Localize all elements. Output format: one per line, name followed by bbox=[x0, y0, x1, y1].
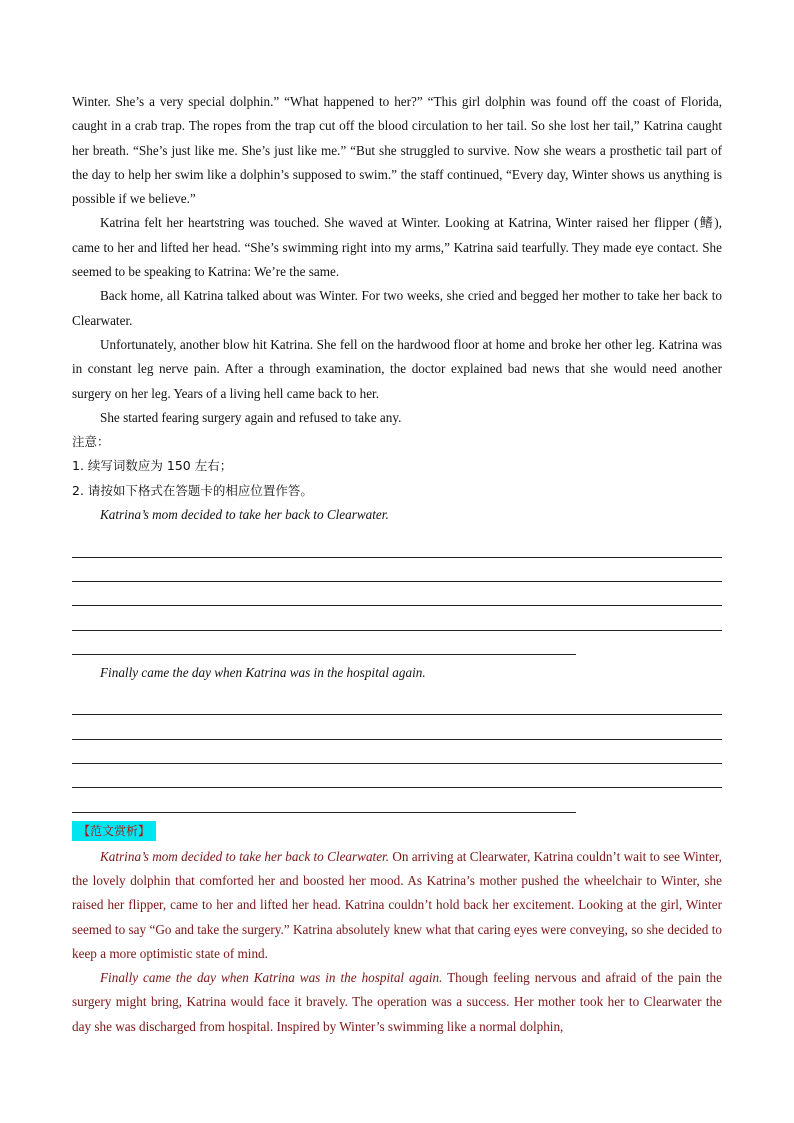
model-body-1: On arriving at Clearwater, Katrina couldn’t wait to see Winter, the lovely dolphin that comforted her and boosted her mood. As Katrina’s mother pushed the wheelchair to Winter, she raised her flipper, came to her and lifted her head. Katrina couldn’t hold back her excitement. Looking at the girl, Winter seemed to say “Go and take the surgery.” Katrina absolutely knew what that caring eyes were conveying, so she decided to keep a more optimistic state of mind. bbox=[72, 848, 722, 961]
answer-line[interactable] bbox=[72, 764, 722, 788]
answer-lines-1 bbox=[72, 533, 722, 654]
answer-line[interactable] bbox=[72, 533, 722, 557]
note-item-1: 1. 续写词数应为 150 左右； bbox=[72, 458, 233, 474]
answer-line[interactable] bbox=[72, 606, 722, 630]
answer-lines-2 bbox=[72, 691, 722, 812]
answer-line[interactable] bbox=[72, 631, 576, 655]
passage-paragraph-4: Unfortunately, another blow hit Katrina. She fell on the hardwood floor at home and broke her other leg. Katrina was in constant leg nerve pain. After a through examination, the doctor explained bad news that she would need another surgery on her leg. Years of a living hell came back to her. bbox=[72, 336, 722, 401]
notes-title: 注意： bbox=[72, 434, 110, 450]
passage-paragraph-1: Winter. She’s a very special dolphin.” “What happened to her?” “This girl dolphin was found off the coast of Florida, caught in a crab trap. The ropes from the trap cut off the blood circulation to her tail. So she lost her tail,” Katrina caught her breath. “She’s just like me. She’s just like me.” “But she struggled to survive. Now she wears a prosthetic tail part of the day to help her swim like a dolphin’s supposed to swim.” the staff continued, “Every day, Winter shows us anything is possible if we believe.” bbox=[72, 94, 722, 207]
model-paragraph-2 bbox=[72, 966, 722, 1039]
model-badge-wrap bbox=[72, 821, 722, 841]
answer-line[interactable] bbox=[72, 558, 722, 582]
passage-paragraph-2: Katrina felt her heartstring was touched. She waved at Winter. Looking at Katrina, Winter raised her flipper (鳍), came to her and lifted her head. “She’s swimming right into my arms,” Katrina said tearfully. They made eye contact. She seemed to be speaking to Katrina: We’re the same. bbox=[72, 215, 722, 280]
answer-line[interactable] bbox=[72, 740, 722, 764]
continuation-prompt-2: Finally came the day when Katrina was in the hospital again. bbox=[100, 664, 426, 680]
model-lead-1: Katrina’s mom decided to take her back to Clearwater. bbox=[100, 848, 390, 864]
passage-paragraph-3: Back home, all Katrina talked about was Winter. For two weeks, she cried and begged her mother to take her back to Clearwater. bbox=[72, 288, 722, 328]
model-essay-badge: 【范文赏析】 bbox=[72, 821, 156, 841]
answer-line[interactable] bbox=[72, 788, 576, 812]
story-passage bbox=[72, 90, 722, 430]
document-page bbox=[72, 90, 722, 1039]
answer-line[interactable] bbox=[72, 582, 722, 606]
note-item-2: 2. 请按如下格式在答题卡的相应位置作答。 bbox=[72, 482, 313, 498]
continuation-prompt-1: Katrina’s mom decided to take her back to Clearwater. bbox=[100, 507, 389, 523]
model-essay bbox=[72, 845, 722, 1039]
answer-line[interactable] bbox=[72, 691, 722, 715]
model-body-2: Though feeling nervous and afraid of the pain the surgery might bring, Katrina would face it bravely. The operation was a success. Her mother took her to Clearwater the day she was discharged from hospital. Inspired by Winter’s swimming like a normal dolphin, bbox=[72, 970, 722, 1034]
passage-paragraph-5: She started fearing surgery again and refused to take any. bbox=[100, 409, 402, 425]
model-paragraph-1 bbox=[72, 845, 722, 966]
model-lead-2: Finally came the day when Katrina was in the hospital again. bbox=[100, 970, 443, 986]
notes-section bbox=[72, 430, 722, 503]
answer-line[interactable] bbox=[72, 715, 722, 739]
